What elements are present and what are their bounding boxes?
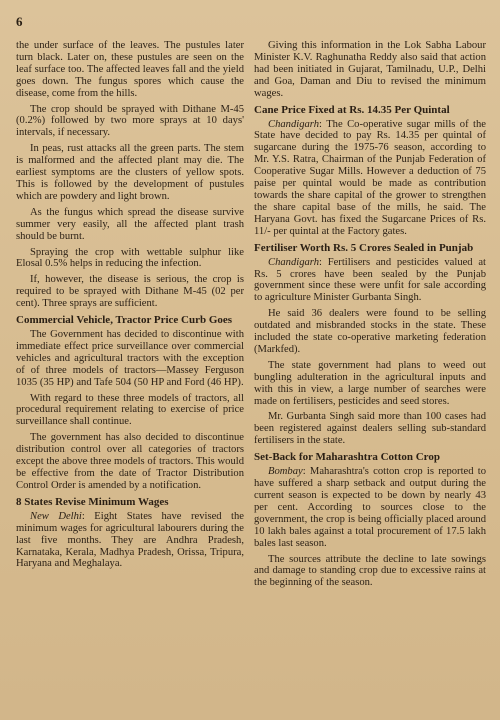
article-heading: Fertiliser Worth Rs. 5 Crores Sealed in Punjab (254, 241, 474, 254)
paragraph: With regard to these three models of tractors, all procedural requirement relating to exercise of price surveillance shall continue. (16, 392, 244, 428)
page-number: 6 (16, 14, 23, 29)
dateline: Chandigarh (268, 256, 320, 268)
dateline: Chandigarh (268, 118, 320, 130)
paragraph (16, 511, 244, 571)
paragraph-text: : Eight States have revised the minimum wages for agricultural labourers during the last five months. They are Andhra Pradesh, Karnataka, Kerala, Madhya Pradesh, Orissa, Tripura, Haryana and Meghalaya. (16, 510, 244, 570)
article-heading: Cane Price Fixed at Rs. 14.35 Per Quintal (254, 103, 450, 116)
paragraph-text: : The Co-operative sugar mills of the State have decided to pay Rs. 14.35 per quintal of sugarcane during the 1975-76 season, according to Mr. Y.S. Ratra, Chairman of the Punjab Federation of Cooperative Sugar Mills. However a deduction of 75 paise per quintal would be made as contribution towards the share capital of the grower to strengthen the share capital base of the mills, he said. The Haryana Govt. has fixed the Sugarcane Prices of Rs. 11/- per quintal at the Factory gates. (254, 118, 486, 237)
paragraph: He said 36 dealers were found to be selling outdated and misbranded stocks in the state. These included the state co-operative marketing federation (Markfed). (254, 308, 486, 355)
paragraph: The crop should be sprayed with Dithane M-45 (0.2%) followed by two more sprays at 10 days' intervals, if necessary. (16, 103, 244, 139)
paragraph: the under surface of the leaves. The pustules later turn black. Later on, these pustules are seen on the leaf surface too. The affected leaves fall and the yield goes down. The fungus spores which cause the disease, come from the hills. (16, 40, 244, 99)
dateline: New Delhi (30, 510, 82, 522)
dateline: Bombay (268, 466, 303, 478)
paragraph-text: : Maharashtra's cotton crop is reported to have suffered a sharp setback and output during the current season is expected to be down by nearly 43 per cent. According to sources close to the government, the crop is being officially placed around 10 lakh bales against a total procurement of 17.5 lakh bales last season. (254, 466, 486, 549)
article-heading: Set-Back for Maharashtra Cotton Crop (254, 451, 440, 464)
paragraph (254, 466, 486, 549)
article-heading: 8 States Revise Minimum Wages (16, 495, 169, 508)
paragraph: The sources attribute the decline to late sowings and damage to standing crop due to excessive rains at the beginning of the season. (254, 553, 486, 589)
paragraph: As the fungus which spread the disease survive summer very easily, all the affected plant trash should be burnt. (16, 206, 244, 242)
article-heading: Commercial Vehicle, Tractor Price Curb Goes (16, 314, 233, 327)
paragraph: The government has also decided to discontinue distribution control over all categories of tractors except the above three models of tractors. This would be effective from the date of Tractor Distribution Control Order is amended by a notification. (16, 432, 244, 491)
paragraph (254, 257, 486, 305)
paragraph: In peas, rust attacks all the green parts. The stem is malformed and the affected plant may die. The earliest symptoms are the clusters of yellow spots. This is followed by the development of pustules which are powdery and light brown. (16, 143, 244, 202)
paragraph: Giving this information in the Lok Sabha Labour Minister K.V. Raghunatha Reddy also said that action had been initiated in Gujarat, Tamilnadu, U.P., Delhi and Goa, Daman and Diu to revised the minimum wages. (254, 40, 486, 99)
right-column (254, 40, 486, 593)
paragraph-text: : Fertilisers and pesticides valued at Rs. 5 crores have been sealed by the Punjab government since these were unfit for sale according to agriculture Minister Gurbanta Singh. (254, 256, 486, 304)
paragraph: If, however, the disease is serious, the crop is required to be sprayed with Dithane M-45 (02 per cent). Three sprays are sufficient. (16, 274, 244, 310)
left-column (16, 40, 244, 574)
paragraph: Spraying the crop with wettable sulphur like Elosal 0.5% helps in reducing the infection. (16, 246, 244, 270)
paragraph: Mr. Gurbanta Singh said more than 100 cases had been registered against dealers selling sub-standard fertilisers in the state. (254, 411, 486, 447)
paragraph: The state government had plans to weed out bungling adulteration in the agricultural inputs and with this in view, a large number of searches were made on fertilisers, pesticides and seed stores. (254, 359, 486, 407)
paragraph (254, 119, 486, 238)
paragraph: The Government has decided to discontinue with immediate effect price surveillance over commercial vehicles and agricultural tractors with the exception of of three models of tractors—Massey Ferguson 1035 (35 HP) and Tafe 504 (50 HP and Ford (46 HP). (16, 329, 244, 388)
